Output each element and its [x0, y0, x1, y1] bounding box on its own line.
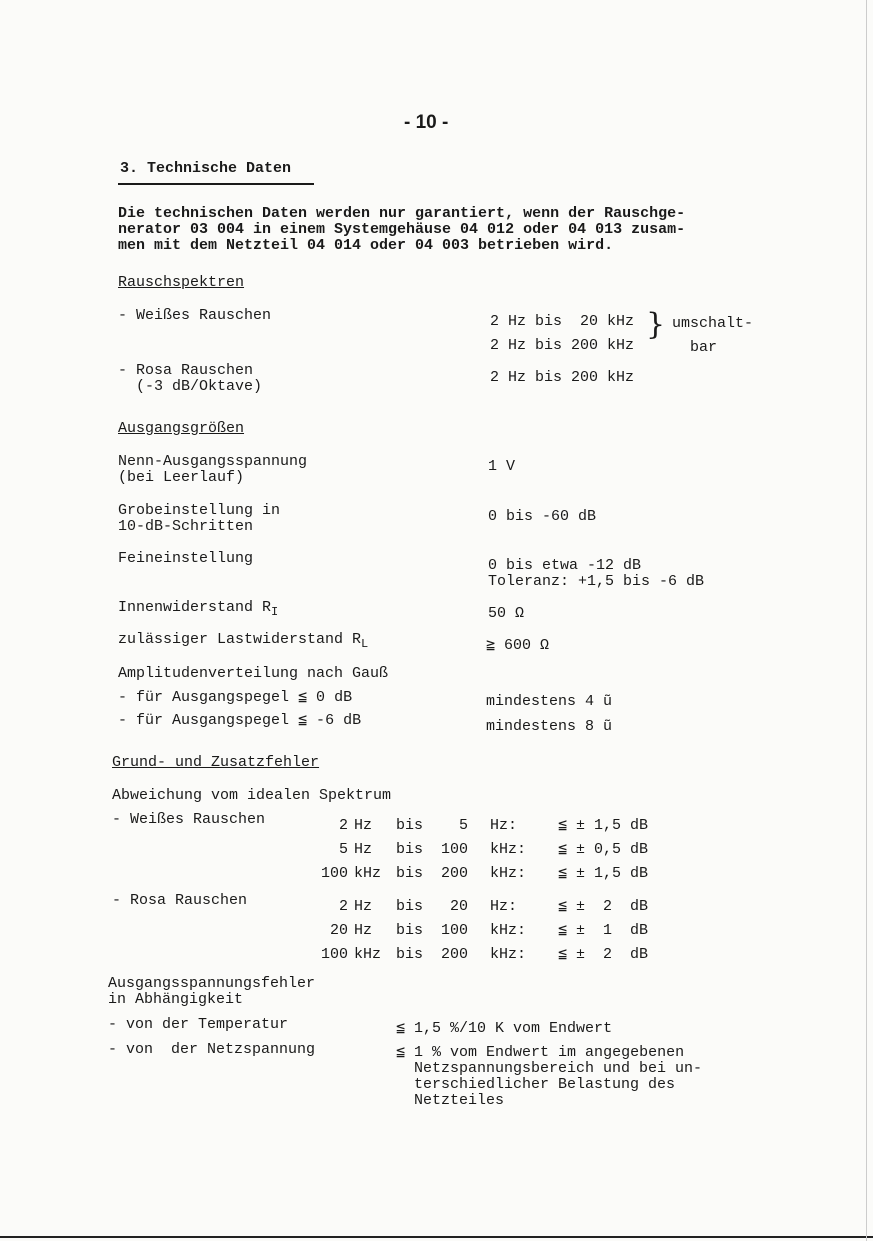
grob-label-2: 10-dB-Schritten: [118, 518, 254, 535]
fein-value-1: 0 bis etwa -12 dB: [488, 557, 642, 574]
intro-line-2: nerator 03 004 in einem Systemgehäuse 04 012 oder 04 013 zusam-: [118, 221, 686, 238]
row-from: 100: [320, 865, 348, 882]
row-to: 5: [458, 817, 468, 834]
intro-line-3: men mit dem Netzteil 04 014 oder 04 003 betrieben wird.: [118, 237, 614, 254]
last-label: zulässiger Lastwiderstand $R_L$: [118, 631, 369, 651]
netz-value-1: ≦ 1 % vom Endwert im angegebenen: [396, 1044, 685, 1061]
row-tolerance: ≦ ± 0,5 dB: [558, 841, 649, 858]
row-tolerance: ≦ ± 2 dB: [558, 946, 649, 963]
row-to: 20: [449, 898, 468, 915]
fehler-rosa-label: - Rosa Rauschen: [112, 892, 248, 909]
netz-value-2: Netzspannungsbereich und bei un-: [396, 1060, 703, 1077]
section-title-underline: [118, 183, 314, 185]
nenn-label-2: (bei Leerlauf): [118, 469, 245, 486]
row-to-unit: kHz:: [490, 865, 527, 882]
heading-ausgangsgroessen: Ausgangsgrößen: [118, 420, 245, 437]
row-to: 200: [440, 865, 468, 882]
row-from-unit: kHz: [354, 865, 382, 882]
row-from: 100: [320, 946, 348, 963]
netz-label: - von der Netzspannung: [108, 1041, 316, 1058]
row-from-unit: kHz: [354, 946, 382, 963]
grob-value: 0 bis -60 dB: [488, 508, 597, 525]
spectrum-row: [312, 899, 668, 915]
page-bottom-edge: [0, 1236, 873, 1238]
temp-value: ≦ 1,5 %/10 K vom Endwert: [396, 1020, 613, 1037]
spectrum-row: [312, 842, 668, 858]
weiss-rauschen-range-1: 2 Hz bis 20 kHz: [490, 313, 635, 330]
range-brace: }: [646, 307, 666, 342]
spectrum-row: [312, 947, 668, 963]
spectrum-row: [312, 866, 668, 882]
rosa-rauschen-label-1: - Rosa Rauschen: [118, 362, 254, 379]
rosa-rauschen-range: 2 Hz bis 200 kHz: [490, 369, 635, 386]
innen-label: Innenwiderstand $R_I$: [118, 599, 279, 619]
amp-0-label: - für Ausgangspegel ≦ 0 dB: [118, 689, 353, 706]
row-tolerance: ≦ ± 1 dB: [558, 922, 649, 939]
row-tolerance: ≦ ± 1,5 dB: [558, 865, 649, 882]
row-to-unit: Hz:: [490, 817, 518, 834]
asf-label-1: Ausgangsspannungsfehler: [108, 975, 316, 992]
row-bis: bis: [396, 922, 424, 939]
rosa-rauschen-label-2: (-3 dB/Oktave): [118, 378, 263, 395]
row-bis: bis: [396, 865, 424, 882]
row-from-unit: Hz: [354, 817, 373, 834]
last-value: ≧ 600 Ω: [486, 637, 550, 654]
row-tolerance: ≦ ± 2 dB: [558, 898, 649, 915]
umschaltbar-line-1: umschalt-: [672, 315, 754, 332]
row-bis: bis: [396, 817, 424, 834]
spectrum-row: [312, 923, 668, 939]
amp-6-label: - für Ausgangspegel ≦ -6 dB: [118, 712, 362, 729]
row-from-unit: Hz: [354, 898, 373, 915]
row-bis: bis: [396, 898, 424, 915]
row-to: 100: [440, 922, 468, 939]
nenn-value: 1 V: [488, 458, 516, 475]
row-tolerance: ≦ ± 1,5 dB: [558, 817, 649, 834]
row-bis: bis: [396, 946, 424, 963]
row-from: 20: [329, 922, 348, 939]
heading-fehler: Grund- und Zusatzfehler: [112, 754, 320, 771]
page-right-edge: [866, 0, 867, 1241]
row-to-unit: kHz:: [490, 841, 527, 858]
row-to: 200: [440, 946, 468, 963]
amp-6-value: mindestens 8 ũ: [486, 718, 613, 735]
spectrum-row: [312, 818, 668, 834]
fein-label: Feineinstellung: [118, 550, 254, 567]
row-from-unit: Hz: [354, 841, 373, 858]
temp-label: - von der Temperatur: [108, 1016, 289, 1033]
heading-rauschspektren: Rauschspektren: [118, 274, 245, 291]
innen-sub: I: [271, 605, 279, 619]
netz-value-4: Netzteiles: [396, 1092, 505, 1109]
last-sub: L: [361, 637, 369, 651]
row-from: 5: [338, 841, 348, 858]
abweichung-label: Abweichung vom idealen Spektrum: [112, 787, 392, 804]
row-to-unit: Hz:: [490, 898, 518, 915]
amp-0-value: mindestens 4 ũ: [486, 693, 613, 710]
page-number: - 10 -: [404, 112, 449, 133]
row-to-unit: kHz:: [490, 946, 527, 963]
weiss-rauschen-range-2: 2 Hz bis 200 kHz: [490, 337, 635, 354]
asf-label-2: in Abhängigkeit: [108, 991, 244, 1008]
fehler-weiss-label: - Weißes Rauschen: [112, 811, 266, 828]
intro-line-1: Die technischen Daten werden nur garantiert, wenn der Rauschge-: [118, 205, 686, 222]
section-title: 3. Technische Daten: [120, 160, 292, 177]
row-bis: bis: [396, 841, 424, 858]
row-from: 2: [338, 898, 348, 915]
umschaltbar-line-2: bar: [690, 339, 718, 356]
innen-value: 50 Ω: [488, 605, 525, 622]
row-to-unit: kHz:: [490, 922, 527, 939]
grob-label-1: Grobeinstellung in: [118, 502, 281, 519]
row-from: 2: [338, 817, 348, 834]
row-from-unit: Hz: [354, 922, 373, 939]
amp-label: Amplitudenverteilung nach Gauß: [118, 665, 389, 682]
weiss-rauschen-label: - Weißes Rauschen: [118, 307, 272, 324]
nenn-label-1: Nenn-Ausgangsspannung: [118, 453, 308, 470]
row-to: 100: [440, 841, 468, 858]
netz-value-3: terschiedlicher Belastung des: [396, 1076, 676, 1093]
fein-value-2: Toleranz: +1,5 bis -6 dB: [488, 573, 705, 590]
